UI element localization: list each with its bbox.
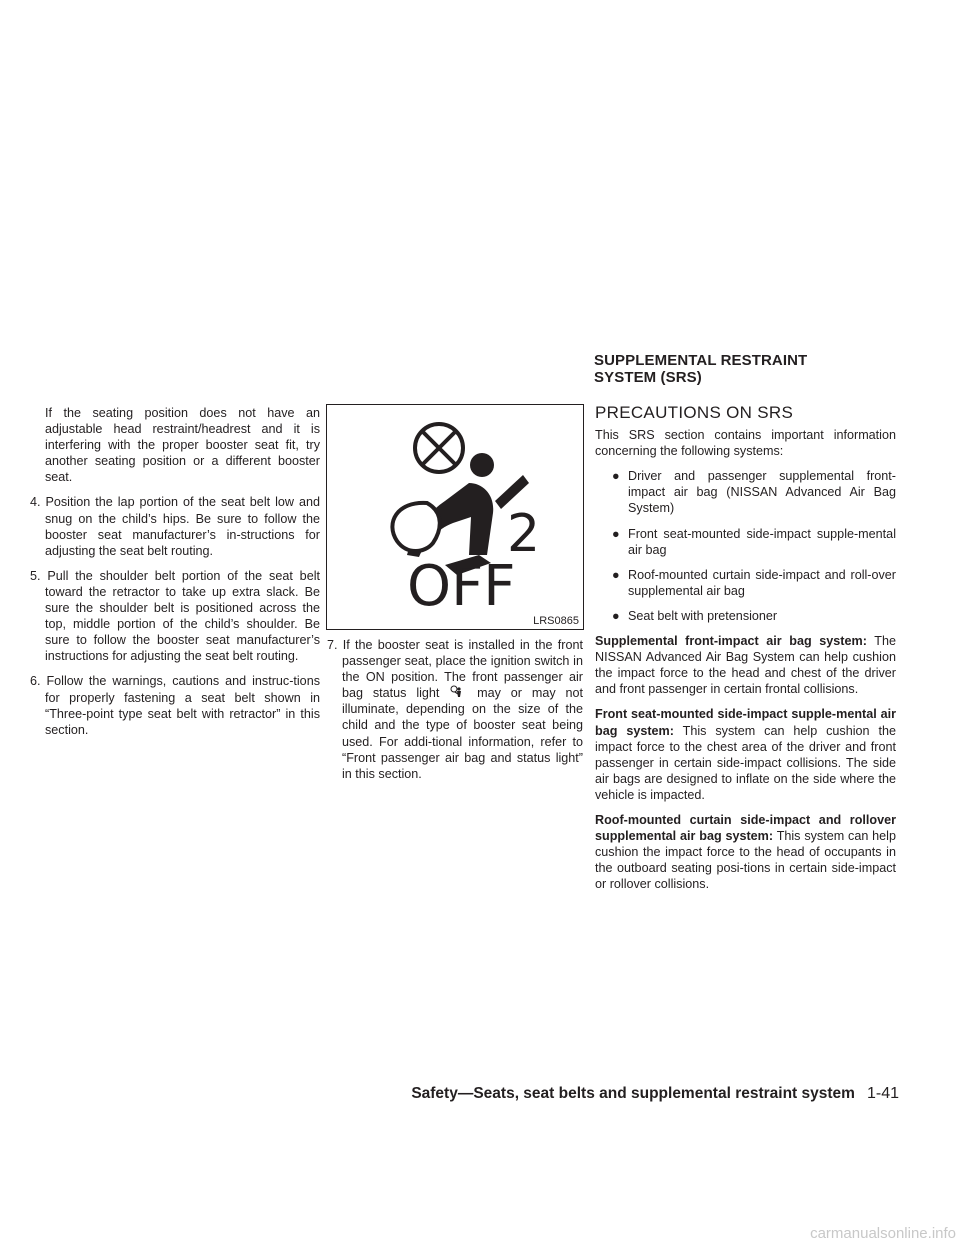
page-number: 1-41 [866,1085,899,1102]
bullet-text: Front seat-mounted side-impact supple-mental air bag [628,526,896,557]
right-column [595,405,896,901]
watermark [0,1225,960,1242]
section-title [594,352,807,386]
bullet-text: Driver and passenger supplemental front-impact air bag (NISSAN Advanced Air Bag System) [628,469,896,516]
side-impact-heading: Front seat-mounted side-impact supple-mental air bag system: [595,707,896,738]
passenger-airbag-off-icon [327,405,583,611]
watermark-text[interactable]: carmanualsonline.info [810,1225,956,1242]
bullet-text: Roof-mounted curtain side-impact and roll-over supplemental air bag [628,567,896,598]
list-item [614,468,896,516]
step-6: 6. Follow the warnings, cautions and instruc-tions for properly fastening a seat belt shown in “Three-point type seat belt with retractor” in this section. [30,674,320,737]
curtain-paragraph [595,812,896,892]
section-title-line2: SYSTEM (SRS) [594,369,702,386]
srs-intro: This SRS section contains important information concerning the following systems: [595,428,896,459]
section-title-line1: SUPPLEMENTAL RESTRAINT [594,352,808,369]
figure-label: LRS0865 [533,615,579,627]
list-item [614,567,896,599]
footer-title: Safety—Seats, seat belts and supplemental restraint system [411,1085,855,1102]
curtain-body: This system can help cushion the impact force to the head of occupants in the outboard seating posi-tions in certain side-impact or rollover collisions. [595,829,896,892]
front-impact-heading: Supplemental front-impact air bag system: [595,634,867,649]
off-text-glyph: OFF [407,554,516,611]
paragraph-head-restraint: If the seating position does not have an adjustable head restraint/headrest and it is interfering with the proper booster seat fit, try another seating position or a different booster seat. [45,406,320,485]
page-footer [411,1085,899,1103]
step-7-text-b: may or may not illuminate, depending on the size of the child and the type of booster seat being used. For addi-tional information, refer to “Front passenger air bag and status light” in this section. [342,686,584,781]
front-impact-paragraph [595,633,896,697]
bullet-icon: ● [612,608,620,623]
step-4: 4. Position the lap portion of the seat belt low and snug on the child’s hips. Be sure to follow the booster seat manufacturer’s in-structions for adjusting the seat belt routing. [30,495,320,558]
step-7-text-a: 7. If the booster seat is installed in the front passenger seat, place the ignition switch in the ON position. The front passenger air bag status light [327,638,583,701]
bullet-icon: ● [612,469,620,484]
front-impact-body: The NISSAN Advanced Air Bag System can help cushion the impact force to the head and chest of the driver and front passenger in certain frontal collisions. [595,634,896,697]
side-impact-body: This system can help cushion the impact force to the chest area of the driver and front passenger in certain side-impact collisions. The side air bags are designed to inflate on the side where the vehicle is impacted. [595,723,896,802]
bullet-icon: ● [612,567,620,582]
bullet-icon: ● [612,526,620,541]
list-item [614,526,896,558]
airbag-off-figure [326,404,584,630]
curtain-heading: Roof-mounted curtain side-impact and rollover supplemental air bag system: [595,812,896,844]
precautions-heading: PRECAUTIONS ON SRS [595,403,794,422]
bullet-text: Seat belt with pretensioner [628,608,778,623]
middle-column [327,637,583,791]
list-item [614,608,896,624]
airbag-status-light-icon [450,685,466,699]
seat-number-glyph: 2 [507,504,541,564]
step-5: 5. Pull the shoulder belt portion of the seat belt toward the retractor to take up extra slack. Be sure the shoulder belt is positioned across the top, middle portion of the child’s shoulder. Be sure to follow the booster seat manufacturer’s instructions for adjusting the seat belt routing. [30,568,320,664]
side-impact-paragraph [595,706,896,803]
step-7 [327,637,583,782]
left-column [30,405,320,747]
